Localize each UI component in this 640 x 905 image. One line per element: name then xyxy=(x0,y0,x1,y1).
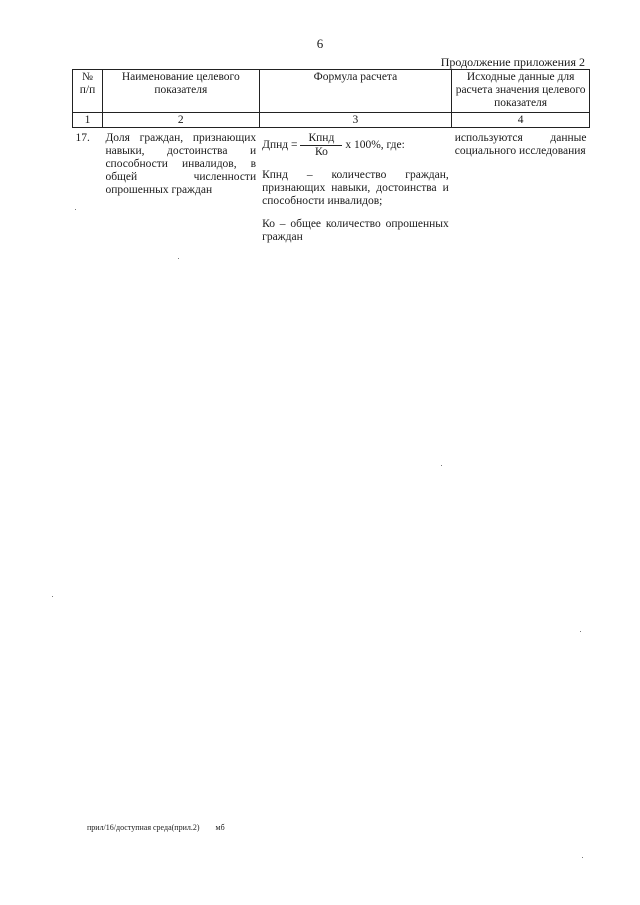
page-number: 6 xyxy=(316,36,324,51)
footer-initials: мб xyxy=(215,823,225,832)
formula-lhs: Дпнд = xyxy=(262,139,298,151)
scan-speck xyxy=(441,465,442,466)
formula-fraction xyxy=(300,132,342,159)
appendix-continuation-label: Продолжение приложения 2 xyxy=(440,55,585,69)
formula-definition-2: Ко – общее количество опрошенных граждан xyxy=(262,218,449,243)
source-data: используются данные социального исследования xyxy=(454,132,587,157)
formula-numerator: Кпнд xyxy=(300,132,342,146)
formula-cell xyxy=(259,128,452,245)
column-number-row xyxy=(73,113,590,128)
column-number: 1 xyxy=(73,113,103,128)
formula-rhs: х 100%, где: xyxy=(345,139,405,151)
column-number: 2 xyxy=(102,113,259,128)
footer-note xyxy=(87,823,225,832)
formula-denominator: Ко xyxy=(314,146,328,158)
scan-speck xyxy=(580,631,581,632)
header-source-data: Исходные данные для расчета значения целевого показателя xyxy=(452,70,590,113)
formula xyxy=(262,132,449,159)
column-number: 4 xyxy=(452,113,590,128)
header-formula: Формула расчета xyxy=(259,70,452,113)
scan-speck xyxy=(52,596,53,597)
scan-speck xyxy=(178,258,179,259)
row-number: 17. xyxy=(75,132,90,144)
header-number: № п/п xyxy=(73,70,103,113)
header-indicator-name: Наименование целевого показателя xyxy=(102,70,259,113)
footer-file-reference: прил/16/доступная среда(прил.2) xyxy=(87,823,200,832)
formula-definition-1: Кпнд – количество граждан, признающих навыки, достоинства и способности инвалидов; xyxy=(262,169,449,207)
indicator-name: Доля граждан, признающих навыки, достоинства и способности инвалидов, в общей численности опрошенных граждан xyxy=(105,132,257,196)
table-header-row xyxy=(73,70,590,113)
scan-speck xyxy=(75,209,76,210)
scan-speck xyxy=(582,857,583,858)
column-number: 3 xyxy=(259,113,452,128)
table-row xyxy=(73,128,590,245)
indicators-table xyxy=(72,69,590,244)
